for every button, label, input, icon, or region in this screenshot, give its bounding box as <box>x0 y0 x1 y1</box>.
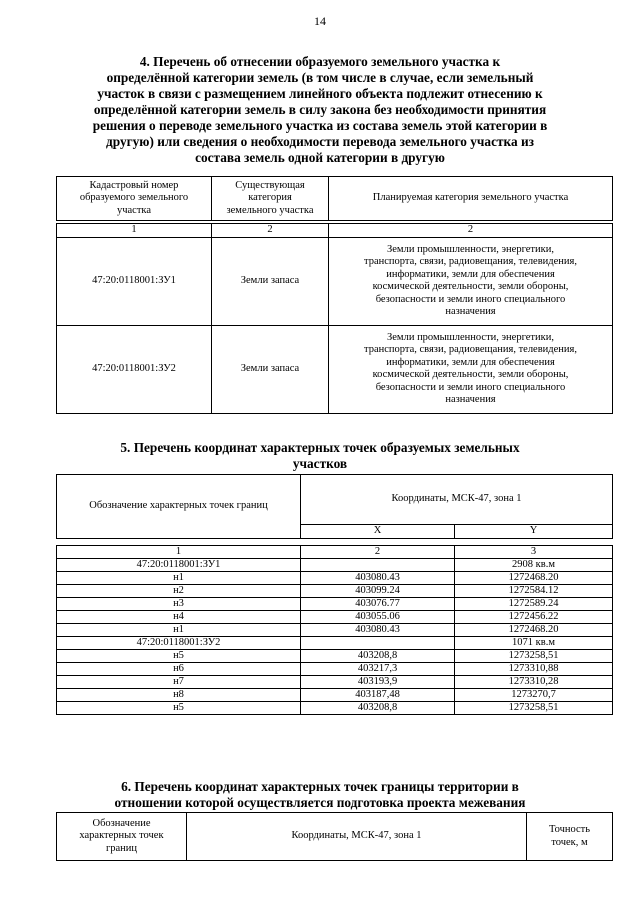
x-cell <box>301 559 455 572</box>
table-row <box>57 325 613 413</box>
cell-line: безопасности и земли иного специального <box>375 381 566 393</box>
cell-line: Земли промышленности, энергетики, <box>387 243 554 255</box>
page-number: 14 <box>314 14 326 28</box>
cell-line: назначения <box>445 306 496 317</box>
title-line: 4. Перечень об отнесении образуемого земельного участка к <box>139 54 501 69</box>
header-x: X <box>301 525 455 539</box>
table-row <box>57 689 613 702</box>
section5-title <box>60 440 580 472</box>
category-table <box>56 223 613 414</box>
title-line: состава земель одной категории в другую <box>195 150 445 165</box>
table-row <box>57 572 613 585</box>
y-cell: 1071 кв.м <box>455 637 613 650</box>
existing-category-cell: Земли запаса <box>212 325 329 413</box>
table-row <box>57 676 613 689</box>
cell-line: Земли промышленности, энергетики, <box>387 331 554 343</box>
x-cell: 403208,8 <box>301 650 455 663</box>
table-row <box>57 650 613 663</box>
point-name-cell: 47:20:0118001:ЗУ2 <box>57 637 301 650</box>
header-line: границ <box>105 842 138 854</box>
cell-line: информатики, земли для обеспечения <box>386 268 555 280</box>
x-cell <box>301 637 455 650</box>
y-cell: 1272456.22 <box>455 611 613 624</box>
y-cell: 1273310,28 <box>455 676 613 689</box>
table-row <box>57 663 613 676</box>
table-row <box>57 611 613 624</box>
x-cell: 403076.77 <box>301 598 455 611</box>
title-line: отношении которой осуществляется подготовка проекта межевания <box>114 795 526 810</box>
y-cell: 1273310,88 <box>455 663 613 676</box>
point-name-cell: н1 <box>57 624 301 637</box>
header-coordinates: Координаты, МСК-47, зона 1 <box>187 813 527 861</box>
cell-line: транспорта, связи, радиовещания, телевидения, <box>363 344 577 355</box>
header-accuracy <box>527 813 613 861</box>
index-cell: 3 <box>455 546 613 559</box>
cell-line: назначения <box>445 394 496 405</box>
header-line: характерных точек <box>79 830 164 842</box>
title-line: 6. Перечень координат характерных точек границы территории в <box>121 779 519 794</box>
point-name-cell: н8 <box>57 689 301 702</box>
title-line: определённой категории земель (в том числе в случае, если земельный <box>106 70 534 85</box>
y-cell: 1273258,51 <box>455 702 613 715</box>
table-row <box>57 598 613 611</box>
y-cell: 1272589.24 <box>455 598 613 611</box>
header-line: категория <box>248 192 292 204</box>
title-line: участков <box>292 456 348 471</box>
coordinates-table <box>56 545 613 715</box>
header-line: Обозначение <box>92 817 151 829</box>
header-line: образуемого земельного <box>79 192 189 204</box>
table-row <box>57 624 613 637</box>
x-cell: 403099.24 <box>301 585 455 598</box>
y-cell: 1273270,7 <box>455 689 613 702</box>
index-row <box>57 546 613 559</box>
existing-category-cell: Земли запаса <box>212 237 329 325</box>
cell-line: космической деятельности, земли обороны, <box>372 369 569 380</box>
index-cell: 2 <box>329 224 613 238</box>
point-name-cell: н4 <box>57 611 301 624</box>
point-name-cell: н3 <box>57 598 301 611</box>
y-cell: 1272584.12 <box>455 585 613 598</box>
title-line: решения о переводе земельного участка из состава земель этой категории в <box>92 118 548 133</box>
header-existing-category <box>212 177 329 221</box>
header-line: Существующая <box>235 179 305 191</box>
cadastral-cell: 47:20:0118001:ЗУ1 <box>57 237 212 325</box>
cell-line: космической деятельности, земли обороны, <box>372 281 569 292</box>
y-cell: 1272468.20 <box>455 624 613 637</box>
table-row <box>57 237 613 325</box>
x-cell: 403080.43 <box>301 624 455 637</box>
point-name-cell: 47:20:0118001:ЗУ1 <box>57 559 301 572</box>
point-name-cell: н6 <box>57 663 301 676</box>
section6-title <box>60 779 580 811</box>
boundary-table <box>56 812 613 861</box>
y-cell: 2908 кв.м <box>455 559 613 572</box>
table-row <box>57 559 613 572</box>
x-cell: 403208,8 <box>301 702 455 715</box>
point-name-cell: н1 <box>57 572 301 585</box>
title-line: участок в связи с размещением линейного объекта подлежит отнесению к <box>97 86 543 101</box>
title-line: другую) или сведения о необходимости перевода земельного участка из <box>106 134 534 149</box>
x-cell: 403193,9 <box>301 676 455 689</box>
header-line: Кадастровый номер <box>89 179 179 191</box>
header-point-name: Обозначение характерных точек границ <box>57 475 301 539</box>
section4-title <box>60 54 580 166</box>
cell-line: безопасности и земли иного специального <box>375 293 566 305</box>
header-coordinates: Координаты, МСК-47, зона 1 <box>301 475 613 525</box>
planned-category-cell <box>329 325 613 413</box>
header-line: Точность <box>548 824 591 835</box>
point-name-cell: н7 <box>57 676 301 689</box>
table-row <box>57 585 613 598</box>
index-cell: 1 <box>57 224 212 238</box>
point-name-cell: н5 <box>57 650 301 663</box>
planned-category-cell <box>329 237 613 325</box>
table-row <box>57 702 613 715</box>
point-name-cell: н2 <box>57 585 301 598</box>
coordinates-table-header <box>56 474 613 539</box>
cell-line: информатики, земли для обеспечения <box>386 356 555 368</box>
index-cell: 2 <box>301 546 455 559</box>
title-line: определённой категории земель в силу закона без необходимости принятия <box>93 102 547 117</box>
cadastral-cell: 47:20:0118001:ЗУ2 <box>57 325 212 413</box>
point-name-cell: н5 <box>57 702 301 715</box>
table-row <box>57 637 613 650</box>
index-row <box>57 224 613 238</box>
index-cell: 1 <box>57 546 301 559</box>
header-planned-category: Планируемая категория земельного участка <box>329 177 613 221</box>
category-table-header <box>56 176 613 221</box>
header-point-name <box>57 813 187 861</box>
index-cell: 2 <box>212 224 329 238</box>
y-cell: 1272468.20 <box>455 572 613 585</box>
cell-line: транспорта, связи, радиовещания, телевидения, <box>363 256 577 267</box>
header-line: участка <box>116 204 152 216</box>
title-line: 5. Перечень координат характерных точек образуемых земельных <box>120 440 520 455</box>
header-line: точек, м <box>551 836 588 848</box>
x-cell: 403080.43 <box>301 572 455 585</box>
x-cell: 403217,3 <box>301 663 455 676</box>
header-line: земельного участка <box>226 204 314 216</box>
header-cadastral <box>57 177 212 221</box>
x-cell: 403055.06 <box>301 611 455 624</box>
x-cell: 403187,48 <box>301 689 455 702</box>
header-y: Y <box>455 525 613 539</box>
y-cell: 1273258,51 <box>455 650 613 663</box>
